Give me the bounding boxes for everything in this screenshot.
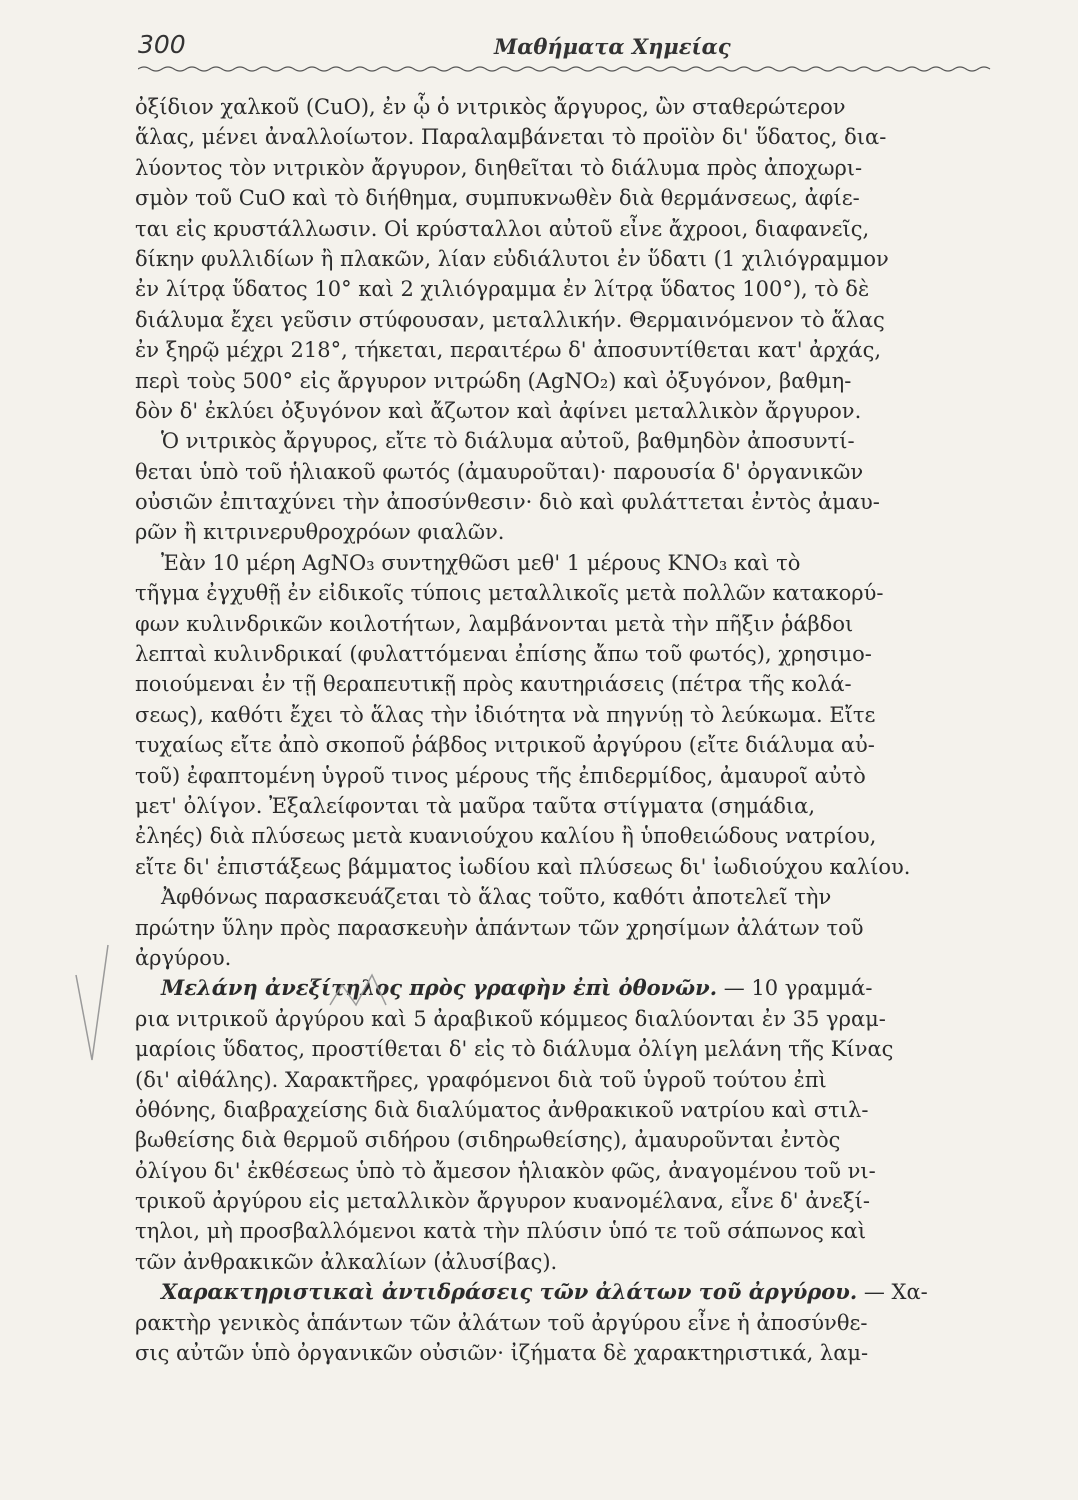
text-line: τῶν ἀνθρακικῶν ἀλκαλίων (ἀλυσίβας).: [135, 1249, 558, 1274]
text-line: Ἐὰν 10 μέρη AgNO₃ συντηχθῶσι μεθ' 1 μέρους KNO₃ καὶ τὸ: [161, 550, 801, 575]
paragraph: [135, 882, 997, 973]
text-line: ποιούμεναι ἐν τῇ θεραπευτικῇ πρὸς καυτηριάσεις (πέτρα τῆς κολά-: [135, 672, 852, 697]
section-heading-line: [135, 973, 997, 1003]
text-line: ρῶν ἢ κιτρινερυθροχρόων φιαλῶν.: [135, 520, 505, 545]
text-line: σις αὐτῶν ὑπὸ ὀργανικῶν οὐσιῶν· ἰζήματα δὲ χαρακτηριστικά, λαμ-: [135, 1341, 869, 1366]
heading-tail: — 10 γραμμά-: [717, 976, 873, 1001]
wavy-header-rule: [138, 64, 1000, 74]
text-line: διάλυμα ἔχει γεῦσιν στύφουσαν, μεταλλικήν. Θερμαινόμενον τὸ ἅλας: [135, 307, 885, 332]
text-line: μαρίοις ὕδατος, προστίθεται δ' εἰς τὸ διάλυμα ὀλίγη μελάνη τῆς Κίνας: [135, 1037, 894, 1062]
text-line: ἐληές) διὰ πλύσεως μετὰ κυανιούχου καλίου ἢ ὑποθειώδους νατρίου,: [135, 824, 877, 849]
paragraph: [135, 548, 997, 882]
text-line: οὐσιῶν ἐπιταχύνει τὴν ἀποσύνθεσιν· διὸ καὶ φυλάττεται ἐντὸς ἀμαυ-: [135, 490, 880, 515]
text-line: φων κυλινδρικῶν κοιλοτήτων, λαμβάνονται μετὰ τὴν πῆξιν ῥάβδοι: [135, 611, 854, 636]
text-line: ἐν λίτρᾳ ὕδατος 10° καὶ 2 χιλιόγραμμα ἐν λίτρᾳ ὕδατος 100°), τὸ δὲ: [135, 277, 870, 302]
text-line: (δι' αἰθάλης). Χαρακτῆρες, γραφόμενοι διὰ τοῦ ὑγροῦ τούτου ἐπὶ: [135, 1067, 827, 1092]
page-header: [138, 30, 998, 70]
text-line: ἅλας, μένει ἀναλλοίωτον. Παραλαμβάνεται τὸ προϊὸν δι' ὕδατος, δια-: [135, 125, 887, 150]
text-line: ἀργύρου.: [135, 945, 232, 970]
text-line: λεπταὶ κυλινδρικαί (φυλαττόμεναι ἐπίσης ἄπω τοῦ φωτός), χρησιμο-: [135, 642, 872, 667]
text-line: περὶ τοὺς 500° εἰς ἄργυρον νιτρώδη (AgNO₂) καὶ ὀξυγόνον, βαθμη-: [135, 368, 852, 393]
text-line: τῆγμα ἐγχυθῇ ἐν εἰδικοῖς τύποις μεταλλικοῖς μετὰ πολλῶν κατακορύ-: [135, 581, 884, 606]
paragraph: [135, 92, 997, 426]
text-line: τηλοι, μὴ προσβαλλόμενοι κατὰ τὴν πλύσιν ὑπό τε τοῦ σάπωνος καὶ: [135, 1219, 867, 1244]
running-title: Μαθήματα Χημείας: [494, 34, 731, 59]
heading-tail: — Χα-: [857, 1280, 928, 1305]
paragraph: [135, 426, 997, 548]
text-line: δὸν δ' ἐκλύει ὀξυγόνον καὶ ἄζωτον καὶ ἀφίνει μεταλλικὸν ἄργυρον.: [135, 398, 862, 423]
section-heading: Χαρακτηριστικαὶ ἀντιδράσεις τῶν ἀλάτων τοῦ ἀργύρου.: [161, 1279, 858, 1305]
text-line: σεως), καθότι ἔχει τὸ ἅλας τὴν ἰδιότητα νὰ πηγνύῃ τὸ λεύκωμα. Εἴτε: [135, 702, 876, 727]
text-line: πρώτην ὕλην πρὸς παρασκευὴν ἁπάντων τῶν χρησίμων ἀλάτων τοῦ: [135, 915, 864, 940]
text-line: ρακτὴρ γενικὸς ἁπάντων τῶν ἀλάτων τοῦ ἀργύρου εἶνε ἡ ἀποσύνθε-: [135, 1310, 868, 1335]
text-line: Ἀφθόνως παρασκευάζεται τὸ ἅλας τοῦτο, καθότι ἀποτελεῖ τὴν: [161, 885, 832, 910]
text-line: δίκην φυλλιδίων ἢ πλακῶν, λίαν εὐδιάλυτοι ἐν ὕδατι (1 χιλιόγραμμον: [135, 246, 889, 271]
page-body: [135, 92, 997, 1368]
text-line: μετ' ὀλίγον. Ἐξαλείφονται τὰ μαῦρα ταῦτα στίγματα (σημάδια,: [135, 793, 816, 818]
text-line: ὀλίγου δι' ἐκθέσεως ὑπὸ τὸ ἄμεσον ἡλιακὸν φῶς, ἀναγομένου τοῦ νι-: [135, 1158, 876, 1183]
text-line: ρια νιτρικοῦ ἀργύρου καὶ 5 ἀραβικοῦ κόμμεος διαλύονται ἐν 35 γραμ-: [135, 1006, 886, 1031]
text-line: τρικοῦ ἀργύρου εἰς μεταλλικὸν ἄργυρον κυανομέλανα, εἶνε δ' ἀνεξί-: [135, 1189, 870, 1214]
text-line: ὀθόνης, διαβραχείσης διὰ διαλύματος ἀνθρακικοῦ νατρίου καὶ στιλ-: [135, 1097, 869, 1122]
text-line: λύοντος τὸν νιτρικὸν ἄργυρον, διηθεῖται τὸ διάλυμα πρὸς ἀποχωρι-: [135, 155, 863, 180]
text-line: εἴτε δι' ἐπιστάξεως βάμματος ἰωδίου καὶ πλύσεως δι' ἰωδιούχου καλίου.: [135, 854, 911, 879]
paragraph-reactions: [135, 1277, 997, 1368]
text-line: ὀξίδιον χαλκοῦ (CuO), ἐν ᾧ ὁ νιτρικὸς ἄργυρος, ὢν σταθερώτερον: [135, 95, 846, 119]
text-line: βωθείσης διὰ θερμοῦ σιδήρου (σιδηρωθείσης), ἀμαυροῦνται ἐντὸς: [135, 1128, 841, 1153]
text-line: σμὸν τοῦ CuO καὶ τὸ διήθημα, συμπυκνωθὲν διὰ θερμάνσεως, ἀφίε-: [135, 186, 860, 211]
text-line: θεται ὑπὸ τοῦ ἡλιακοῦ φωτός (ἀμαυροῦται)· παρουσία δ' ὀργανικῶν: [135, 459, 864, 484]
section-heading-line: [135, 1277, 997, 1307]
text-line: τυχαίως εἴτε ἀπὸ σκοποῦ ῥάβδος νιτρικοῦ ἀργύρου (εἴτε διάλυμα αὐ-: [135, 733, 875, 758]
paragraph-indelible-ink: [135, 973, 997, 1277]
text-line: Ὁ νιτρικὸς ἄργυρος, εἴτε τὸ διάλυμα αὐτοῦ, βαθμηδὸν ἀποσυντί-: [161, 429, 855, 454]
text-line: ἐν ξηρῷ μέχρι 218°, τήκεται, περαιτέρω δ' ἀποσυντίθεται κατ' ἀρχάς,: [135, 338, 882, 363]
text-line: τοῦ) ἐφαπτομένη ὑγροῦ τινος μέρους τῆς ἐπιδερμίδος, ἀμαυροῖ αὐτὸ: [135, 763, 866, 788]
section-heading: Μελάνη ἀνεξίτηλος πρὸς γραφὴν ἐπὶ ὀθονῶν.: [161, 975, 718, 1001]
text-line: ται εἰς κρυστάλλωσιν. Οἱ κρύσταλλοι αὐτοῦ εἶνε ἄχροοι, διαφανεῖς,: [135, 216, 870, 241]
page-number: 300: [138, 30, 186, 59]
